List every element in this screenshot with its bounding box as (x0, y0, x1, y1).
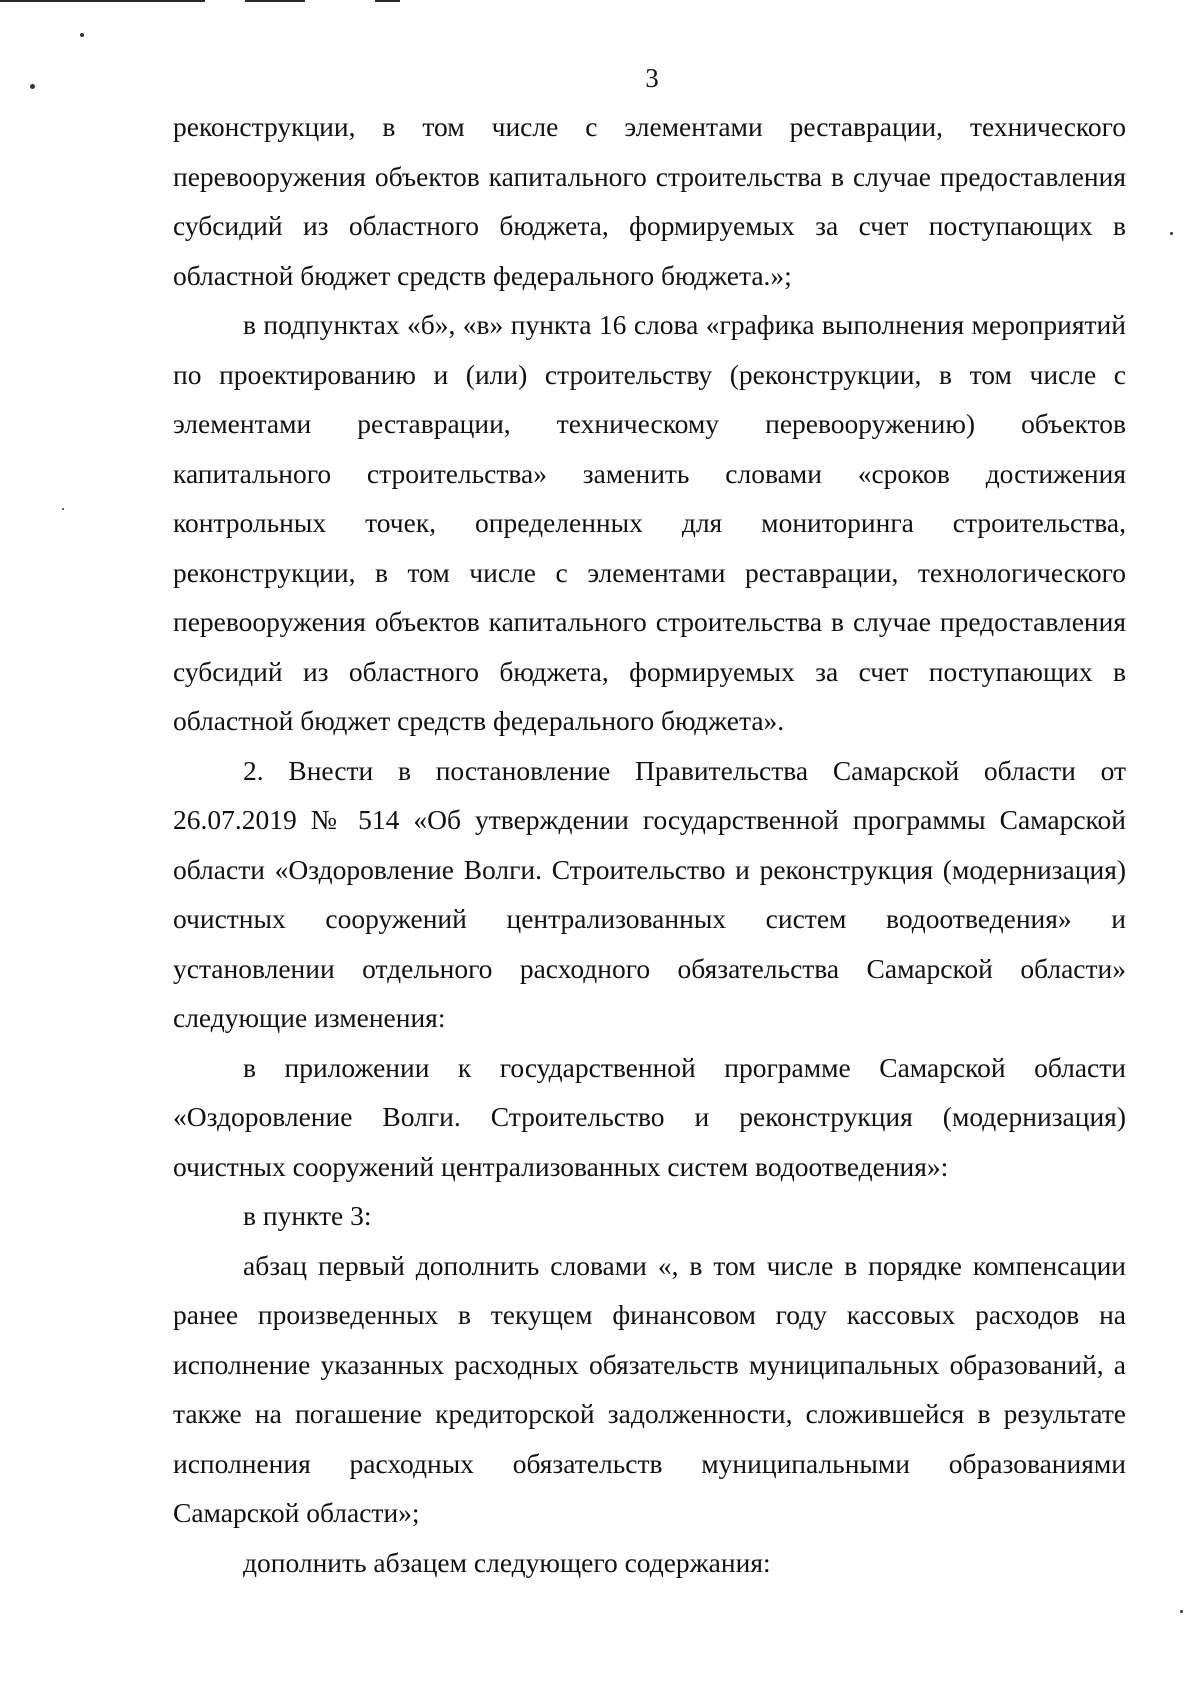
scan-edge-line (0, 0, 205, 2)
paragraph-item-2: 2. Внести в постановление Правительства Самарской области от 26.07.2019 № 514 «Об утверждении государственной программы Самарской области «Оздоровление Волги. Строительство и реконструкция (модернизация) очистных сооружений централизованных систем водоотведения» и установлении отдельного расходного обязательства Самарской области» следующие изменения: (173, 754, 1126, 1033)
scan-speck (1170, 232, 1173, 235)
scan-edge-line (375, 0, 400, 2)
page-number: 3 (645, 63, 659, 93)
paragraph-first-abzac-addition: абзац первый дополнить словами «, в том числе в порядке компенсации ранее произведенных в текущем финансовом году кассовых расходов на исполнение указанных расходных обязательств муниципальных образований, а также на погашение кредиторской задолженности, сложившейся в результате исполнения расходных обязательств муниципальными образованиями Самарской области»; (173, 1249, 1126, 1528)
scan-speck (1180, 1610, 1183, 1613)
paragraph-appendix-changes: в приложении к государственной программе Самарской области «Оздоровление Волги. Строительство и реконструкция (модернизация) очистных сооружений централизованных систем водоотведения»: (173, 1051, 1126, 1182)
scan-edge-line (245, 0, 305, 2)
scan-speck (80, 33, 84, 37)
paragraph-add-abzac: дополнить абзацем следующего содержания: (243, 1546, 771, 1578)
paragraph-point-3: в пункте 3: (243, 1200, 372, 1231)
document-body (173, 102, 1126, 1587)
paragraph-subpoints-amendment: в подпунктах «б», «в» пункта 16 слова «графика выполнения мероприятий по проектированию и (или) строительству (реконструкции, в том числе с элементами реставрации, техническому перевооружению) объектов капитального строительства» заменить словами «сроков достижения контрольных точек, определенных для мониторинга строительства, реконструкции, в том числе с элементами реставрации, технологического перевооружения объектов капитального строительства в случае предоставления субсидий из областного бюджета, формируемых за счет поступающих в областной бюджет средств федерального бюджета». (173, 309, 1126, 736)
scan-speck (62, 508, 64, 510)
paragraph-continuation: реконструкции, в том числе с элементами реставрации, технического перевооружения объектов капитального строительства в случае предоставления субсидий из областного бюджета, формируемых за счет поступающих в областной бюджет средств федерального бюджета.»; (173, 111, 1126, 291)
